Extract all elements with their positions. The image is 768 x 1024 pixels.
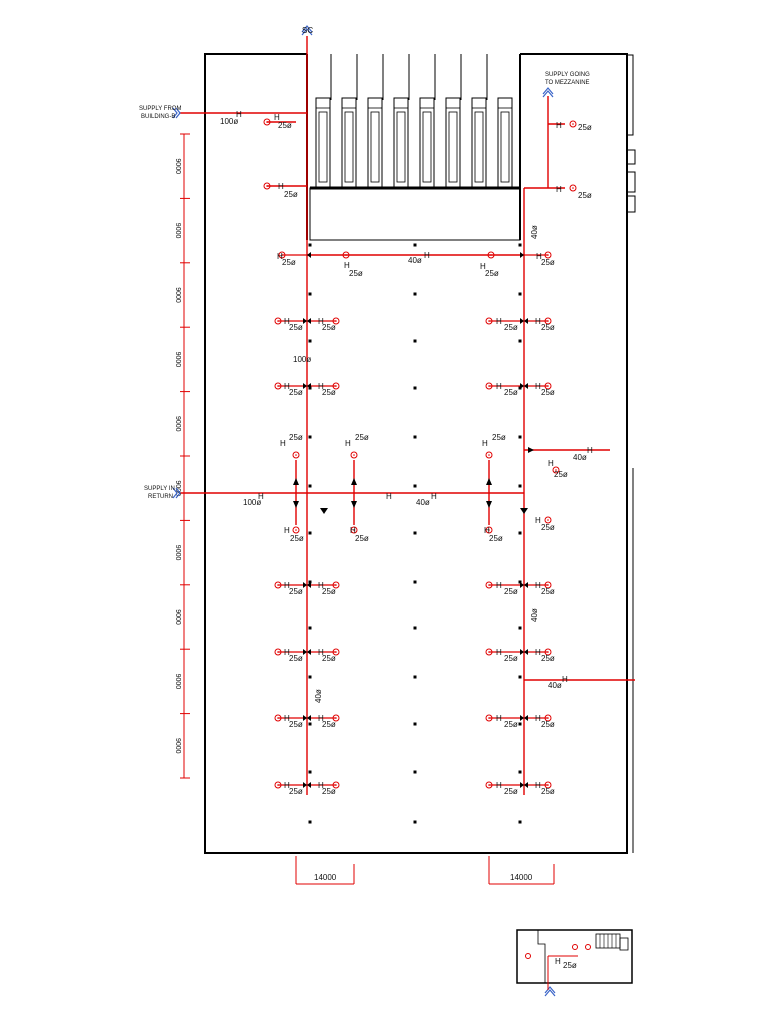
- inset-valve-label: H: [555, 957, 561, 966]
- size-label: 25ø: [504, 388, 518, 397]
- outlet-dot: [488, 454, 490, 456]
- rack-inner: [345, 112, 353, 182]
- valve-label: H: [536, 252, 542, 261]
- size-label: 25ø: [504, 720, 518, 729]
- outlet-dot: [335, 717, 337, 719]
- valve-label-top-left-2: H: [278, 182, 284, 191]
- rack-inner: [449, 112, 457, 182]
- bay-spacing-label: 9000: [174, 158, 181, 174]
- outlet-dot: [277, 651, 279, 653]
- outlet-dot: [547, 385, 549, 387]
- bay-spacing-label: 9000: [174, 544, 181, 561]
- size-label-right-riser: 40ø: [530, 225, 539, 239]
- column-marker: [414, 821, 417, 824]
- column-marker: [309, 771, 312, 774]
- rack-inner: [475, 112, 483, 182]
- column-marker: [414, 771, 417, 774]
- size-label: 25ø: [541, 654, 555, 663]
- outlet-dot: [547, 320, 549, 322]
- size-label: 25ø: [322, 654, 336, 663]
- valve-label: H: [318, 714, 324, 723]
- valve-label: H: [284, 526, 290, 535]
- valve-icon: [293, 501, 299, 508]
- valve-label: H: [482, 439, 488, 448]
- bay-spacing-label: 9000: [174, 416, 181, 432]
- outlet-dot: [488, 651, 490, 653]
- outlet-dot: [547, 784, 549, 786]
- size-label: 25ø: [289, 323, 303, 332]
- valve-icon: [520, 508, 528, 514]
- column-marker: [309, 723, 312, 726]
- size-label: 25ø: [349, 269, 363, 278]
- rack-inner: [397, 112, 405, 182]
- column-marker: [309, 627, 312, 630]
- rack-cap: [446, 98, 460, 108]
- rack-cap: [368, 98, 382, 108]
- size-label: 25ø: [541, 523, 555, 532]
- size-label-left-main: 100ø: [293, 355, 312, 364]
- size-label-top-left-1: 25ø: [278, 121, 292, 130]
- valve-label-supply-from: H: [236, 110, 242, 119]
- outlet-dot: [295, 529, 297, 531]
- bay-spacing-label: 9000: [174, 480, 181, 496]
- valve-label: H: [496, 382, 502, 391]
- valve-label-mezz-1: H: [556, 121, 562, 130]
- outlet-dot: [490, 254, 492, 256]
- rack-cap: [472, 98, 486, 108]
- rack-inner: [423, 112, 431, 182]
- column-marker: [414, 485, 417, 488]
- rack-inner: [501, 112, 509, 182]
- column-marker: [414, 676, 417, 679]
- size-label: 25ø: [290, 534, 304, 543]
- bay-spacing-label: 9000: [174, 351, 181, 368]
- supply-going-label-2: TO MEZZANINE: [545, 80, 590, 86]
- rack-inner: [319, 112, 327, 182]
- rack-unit: [316, 98, 330, 188]
- valve-icon: [486, 501, 492, 508]
- size-label: 25ø: [289, 433, 303, 442]
- valve-label: H: [535, 648, 541, 657]
- size-label-supply-from: 100ø: [220, 117, 239, 126]
- size-label: 25ø: [322, 587, 336, 596]
- column-marker: [519, 723, 522, 726]
- rack-unit: [446, 98, 460, 188]
- rack-inner: [371, 112, 379, 182]
- supply-from-label-1: SUPPLY FROM: [139, 106, 182, 112]
- valve-label: H: [535, 317, 541, 326]
- valve-label: H: [284, 781, 290, 790]
- size-label: 25ø: [504, 587, 518, 596]
- size-label: 25ø: [355, 433, 369, 442]
- outlet-dot: [295, 454, 297, 456]
- column-marker: [519, 436, 522, 439]
- valve-label: H: [496, 648, 502, 657]
- size-label-right-exit-2: 40ø: [548, 681, 562, 690]
- size-label: 25ø: [541, 787, 555, 796]
- column-marker: [519, 821, 522, 824]
- inset-size-label: 25ø: [563, 961, 577, 970]
- outlet-dot: [547, 717, 549, 719]
- valve-label: H: [496, 317, 502, 326]
- column-marker: [519, 676, 522, 679]
- size-label: 25ø: [289, 787, 303, 796]
- size-label: 25ø: [541, 323, 555, 332]
- valve-label: H: [284, 317, 290, 326]
- size-label-top-header: 40ø: [408, 256, 422, 265]
- valve-label: H: [284, 648, 290, 657]
- building-side-details: [627, 55, 635, 853]
- valve-label: H: [318, 781, 324, 790]
- outlet-dot: [547, 651, 549, 653]
- valve-label: H: [318, 382, 324, 391]
- column-marker: [414, 627, 417, 630]
- bay-spacing-label: 9000: [174, 287, 181, 303]
- bay-spacing-label: 9000: [174, 609, 181, 625]
- size-label: 25ø: [289, 720, 303, 729]
- size-label: 25ø: [485, 269, 499, 278]
- size-label-top-left-2: 25ø: [284, 190, 298, 199]
- supply-from-label-2: BUILDING-B: [141, 114, 176, 120]
- valve-label: H: [318, 317, 324, 326]
- outlet-dot: [547, 584, 549, 586]
- valve-icon: [486, 478, 492, 485]
- column-marker: [414, 532, 417, 535]
- outlet-dot: [277, 385, 279, 387]
- column-marker: [309, 244, 312, 247]
- column-marker: [309, 532, 312, 535]
- valve-label: H: [318, 648, 324, 657]
- size-label: 25ø: [541, 720, 555, 729]
- valve-label: H: [496, 714, 502, 723]
- rack-unit: [394, 98, 408, 188]
- valve-label: H: [496, 781, 502, 790]
- valve-label-return-header: H: [258, 492, 264, 501]
- valve-label: H: [535, 516, 541, 525]
- valve-label-top-left-1: H: [274, 113, 280, 122]
- size-label: 25ø: [322, 720, 336, 729]
- bay-spacing-label: 9000: [174, 738, 181, 754]
- valve-label: H: [535, 382, 541, 391]
- valve-label: H: [280, 439, 286, 448]
- size-label: 25ø: [541, 587, 555, 596]
- valve-label-mid-header: H: [431, 492, 437, 501]
- sc-label: SC: [302, 26, 314, 35]
- outlet-dot: [335, 320, 337, 322]
- bay-spacing-label: 9000: [174, 673, 181, 690]
- valve-label: H: [496, 581, 502, 590]
- valve-label: H: [484, 526, 490, 535]
- aisle-width-left-label: 14000: [314, 873, 337, 882]
- valve-label: H: [480, 262, 486, 271]
- valve-icon: [293, 478, 299, 485]
- outlet-dot: [488, 385, 490, 387]
- column-marker: [309, 821, 312, 824]
- outlet-dot: [277, 584, 279, 586]
- valve-label: H: [284, 382, 290, 391]
- column-marker: [309, 436, 312, 439]
- outlet-dot: [547, 519, 549, 521]
- outlet-dot: [488, 584, 490, 586]
- size-label: 25ø: [289, 388, 303, 397]
- size-label: 25ø: [289, 587, 303, 596]
- outlet-dot: [335, 784, 337, 786]
- rack-unit: [498, 98, 512, 188]
- column-marker: [519, 244, 522, 247]
- size-label-return-header: 100ø: [243, 498, 262, 507]
- outlet-dot: [335, 584, 337, 586]
- rack-cap: [394, 98, 408, 108]
- rack-cap: [342, 98, 356, 108]
- valve-label: H: [277, 252, 283, 261]
- bay-dimension-line: [174, 134, 190, 778]
- column-marker: [519, 340, 522, 343]
- valve-label: H: [318, 581, 324, 590]
- size-label: 25ø: [492, 433, 506, 442]
- valve-label: H: [548, 459, 554, 468]
- outlet-dot: [277, 320, 279, 322]
- column-marker: [414, 293, 417, 296]
- column-marker: [414, 387, 417, 390]
- size-label: 25ø: [504, 654, 518, 663]
- valve-label-right-exit-2: H: [562, 675, 568, 684]
- rack-cap: [420, 98, 434, 108]
- size-label: 25ø: [504, 323, 518, 332]
- outlet-dot: [277, 784, 279, 786]
- size-label: 25ø: [541, 388, 555, 397]
- size-label-mid-header: 40ø: [416, 498, 430, 507]
- outlet-dot: [488, 320, 490, 322]
- rack-cap: [498, 98, 512, 108]
- size-label: 25ø: [289, 654, 303, 663]
- size-label: 25ø: [355, 534, 369, 543]
- rack-unit: [342, 98, 356, 188]
- column-marker: [414, 436, 417, 439]
- rack-unit: [368, 98, 382, 188]
- valve-label: H: [535, 581, 541, 590]
- supply-in-return-label-2: RETURN: [148, 494, 173, 500]
- size-label: 25ø: [489, 534, 503, 543]
- valve-icon: [351, 478, 357, 485]
- size-label-mezz-2: 25ø: [578, 191, 592, 200]
- valve-label-mid-header-2: H: [386, 492, 392, 501]
- column-marker: [519, 485, 522, 488]
- supply-in-return-label-1: SUPPLY IN: [144, 486, 175, 492]
- bay-spacing-label: 9000: [174, 222, 181, 239]
- valve-icon: [320, 508, 328, 514]
- aisle-width-right-label: 14000: [510, 873, 533, 882]
- valve-label: H: [350, 526, 356, 535]
- column-marker: [414, 244, 417, 247]
- column-marker: [519, 532, 522, 535]
- rack-cap: [316, 98, 330, 108]
- outlet-dot: [488, 717, 490, 719]
- size-label: 25ø: [541, 258, 555, 267]
- valve-icon: [528, 447, 534, 453]
- supply-going-label-1: SUPPLY GOING: [545, 72, 590, 78]
- valve-label-mezz-2: H: [556, 185, 562, 194]
- column-marker: [414, 581, 417, 584]
- rack-unit: [420, 98, 434, 188]
- column-marker: [519, 771, 522, 774]
- outlet-dot: [353, 454, 355, 456]
- outlet-dot: [335, 651, 337, 653]
- size-label-mezz-1: 25ø: [578, 123, 592, 132]
- rack-unit: [472, 98, 486, 188]
- size-label-left-lower: 40ø: [314, 689, 323, 703]
- size-label: 25ø: [282, 258, 296, 267]
- column-marker: [309, 676, 312, 679]
- column-marker: [519, 627, 522, 630]
- valve-label: H: [284, 581, 290, 590]
- valve-label: H: [344, 261, 350, 270]
- column-marker: [414, 723, 417, 726]
- valve-label: H: [535, 781, 541, 790]
- valve-label-top-header: H: [424, 251, 430, 260]
- column-marker: [519, 293, 522, 296]
- size-label-right-exit-1: 40ø: [573, 453, 587, 462]
- size-label: 25ø: [504, 787, 518, 796]
- outlet-dot: [488, 784, 490, 786]
- size-label: 25ø: [322, 787, 336, 796]
- column-marker: [414, 340, 417, 343]
- building-outline: [205, 54, 627, 853]
- valve-icon: [351, 501, 357, 508]
- outlet-dot: [335, 385, 337, 387]
- valve-label: H: [284, 714, 290, 723]
- valve-label-right-exit-1: H: [587, 446, 593, 455]
- size-label-right-lower: 40ø: [530, 608, 539, 622]
- size-label: 25ø: [322, 388, 336, 397]
- outlet-dot: [345, 254, 347, 256]
- outlet-dot: [277, 717, 279, 719]
- rack-units: [316, 98, 512, 188]
- valve-label: H: [535, 714, 541, 723]
- valve-label: H: [345, 439, 351, 448]
- column-marker: [309, 485, 312, 488]
- column-marker: [309, 340, 312, 343]
- column-marker: [309, 293, 312, 296]
- size-label: 25ø: [554, 470, 568, 479]
- size-label: 25ø: [322, 323, 336, 332]
